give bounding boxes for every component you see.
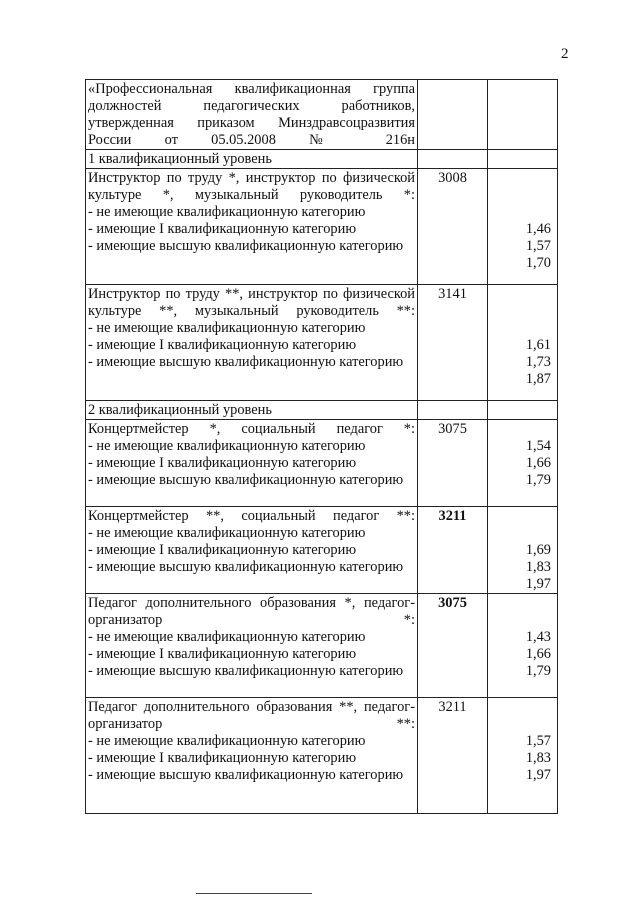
category-label: - имеющие высшую квалификационную категорию bbox=[88, 663, 404, 679]
category-label: - не имеющие квалификационную категорию bbox=[88, 204, 366, 220]
group-row bbox=[86, 507, 558, 594]
coefficient-value: 1,87 bbox=[525, 371, 551, 387]
qualification-table bbox=[85, 79, 558, 814]
level-title: 1 квалификационный уровень bbox=[86, 150, 418, 169]
header-cell bbox=[86, 80, 418, 150]
category-label: - имеющие высшую квалификационную категорию bbox=[88, 354, 404, 370]
level-coef-cell bbox=[488, 401, 558, 420]
coef-spacer bbox=[490, 187, 551, 204]
coef-spacer bbox=[490, 595, 551, 612]
coefficient-value: 1,83 bbox=[525, 750, 551, 766]
category-label: - имеющие I квалификационную категорию bbox=[88, 542, 357, 558]
coefficient-cell bbox=[488, 698, 558, 814]
category-label: - имеющие I квалификационную категорию bbox=[88, 455, 357, 471]
category-label: - не имеющие квалификационную категорию bbox=[88, 438, 366, 454]
group-row bbox=[86, 285, 558, 401]
level-row bbox=[86, 401, 558, 420]
category-label: - имеющие высшую квалификационную категорию bbox=[88, 238, 404, 254]
header-row bbox=[86, 80, 558, 150]
category-label: - не имеющие квалификационную категорию bbox=[88, 525, 366, 541]
level-coef-cell bbox=[488, 150, 558, 169]
coef-spacer bbox=[490, 204, 551, 221]
coefficient-value: 1,97 bbox=[525, 767, 551, 783]
coefficient-value: 1,66 bbox=[525, 455, 551, 471]
category-label: - имеющие I квалификационную категорию bbox=[88, 750, 357, 766]
coefficient-value: 1,54 bbox=[525, 438, 551, 454]
position-name: Концертмейстер **, социальный педагог **: bbox=[88, 508, 415, 524]
coef-spacer bbox=[490, 320, 551, 337]
coefficient-value: 1,66 bbox=[525, 646, 551, 662]
coefficient-value: 1,61 bbox=[525, 337, 551, 353]
header-coef-cell bbox=[488, 80, 558, 150]
category-label: - не имеющие квалификационную категорию bbox=[88, 733, 366, 749]
code-cell: 3211 bbox=[418, 698, 488, 814]
code-cell: 3141 bbox=[418, 285, 488, 401]
position-name: Педагог дополнительного образования **, педагог-организатор **: bbox=[88, 699, 415, 732]
coefficient-value: 1,97 bbox=[525, 576, 551, 592]
coef-spacer bbox=[490, 170, 551, 187]
level-row bbox=[86, 150, 558, 169]
category-label: - не имеющие квалификационную категорию bbox=[88, 629, 366, 645]
code-cell: 3008 bbox=[418, 169, 488, 285]
position-name: Концертмейстер *, социальный педагог *: bbox=[88, 421, 415, 437]
group-description-cell bbox=[86, 594, 418, 698]
level-code-cell bbox=[418, 401, 488, 420]
position-name: Инструктор по труду *, инструктор по физической культуре *, музыкальный руководитель *: bbox=[88, 170, 415, 203]
level-title: 2 квалификационный уровень bbox=[86, 401, 418, 420]
coefficient-cell bbox=[488, 594, 558, 698]
coef-spacer bbox=[490, 612, 551, 629]
coefficient-cell bbox=[488, 285, 558, 401]
coefficient-cell bbox=[488, 169, 558, 285]
group-row bbox=[86, 594, 558, 698]
coef-spacer bbox=[490, 508, 551, 525]
code-cell: 3211 bbox=[418, 507, 488, 594]
category-label: - имеющие высшую квалификационную категорию bbox=[88, 472, 404, 488]
category-label: - имеющие I квалификационную категорию bbox=[88, 337, 357, 353]
code-cell: 3075 bbox=[418, 594, 488, 698]
group-description-cell bbox=[86, 698, 418, 814]
coef-spacer bbox=[490, 525, 551, 542]
coef-spacer bbox=[490, 303, 551, 320]
coef-spacer bbox=[490, 716, 551, 733]
position-name: Инструктор по труду **, инструктор по физической культуре **, музыкальный руководитель **: bbox=[88, 286, 415, 319]
position-name: Педагог дополнительного образования *, педагог-организатор *: bbox=[88, 595, 415, 628]
coefficient-value: 1,70 bbox=[525, 255, 551, 271]
code-cell: 3075 bbox=[418, 420, 488, 507]
coefficient-value: 1,73 bbox=[525, 354, 551, 370]
coef-spacer bbox=[490, 286, 551, 303]
coefficient-cell bbox=[488, 507, 558, 594]
group-description-cell bbox=[86, 507, 418, 594]
header-code-cell bbox=[418, 80, 488, 150]
group-row bbox=[86, 698, 558, 814]
footer-divider bbox=[196, 893, 312, 894]
coefficient-value: 1,83 bbox=[525, 559, 551, 575]
category-label: - имеющие I квалификационную категорию bbox=[88, 221, 357, 237]
coef-spacer bbox=[490, 699, 551, 716]
table-body bbox=[86, 80, 558, 814]
coefficient-value: 1,79 bbox=[525, 472, 551, 488]
category-label: - имеющие I квалификационную категорию bbox=[88, 646, 357, 662]
group-description-cell bbox=[86, 420, 418, 507]
category-label: - не имеющие квалификационную категорию bbox=[88, 320, 366, 336]
coefficient-value: 1,69 bbox=[525, 542, 551, 558]
coefficient-value: 1,43 bbox=[525, 629, 551, 645]
group-description-cell bbox=[86, 285, 418, 401]
coef-spacer bbox=[490, 421, 551, 438]
page-number: 2 bbox=[561, 46, 569, 62]
coefficient-value: 1,46 bbox=[525, 221, 551, 237]
coefficient-value: 1,57 bbox=[525, 238, 551, 254]
category-label: - имеющие высшую квалификационную категорию bbox=[88, 559, 404, 575]
header-text: «Профессиональная квалификационная группа должностей педагогических работников, утвержденная приказом Минздравсоцразвития России от 05.05.2008 № 216н bbox=[88, 81, 415, 148]
group-row bbox=[86, 420, 558, 507]
coefficient-value: 1,57 bbox=[525, 733, 551, 749]
coefficient-value: 1,79 bbox=[525, 663, 551, 679]
group-row bbox=[86, 169, 558, 285]
coefficient-cell bbox=[488, 420, 558, 507]
level-code-cell bbox=[418, 150, 488, 169]
category-label: - имеющие высшую квалификационную категорию bbox=[88, 767, 404, 783]
group-description-cell bbox=[86, 169, 418, 285]
